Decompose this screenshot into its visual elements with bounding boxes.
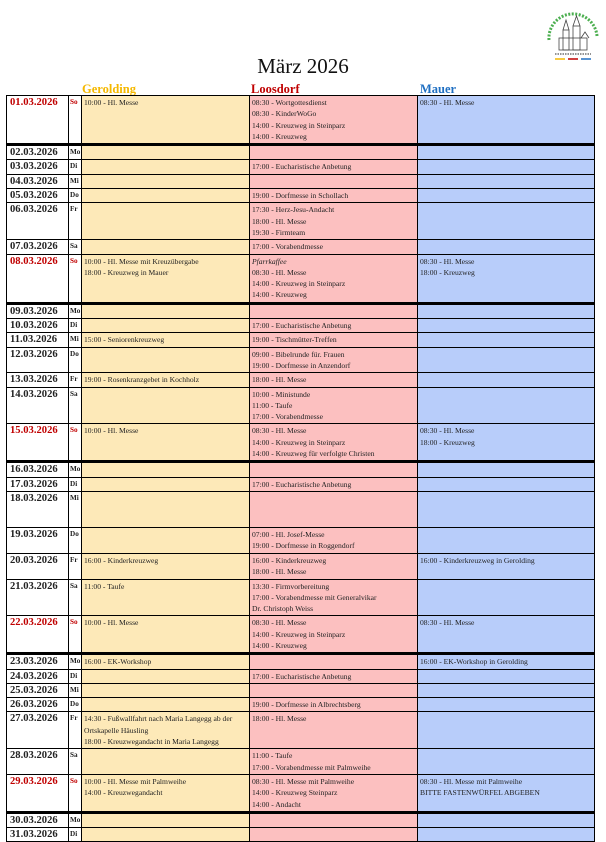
date-cell: 29.03.2026 [7, 774, 69, 812]
weekday-cell: Mo [69, 145, 82, 160]
weekday-cell: So [69, 774, 82, 812]
mauer-cell [418, 333, 595, 347]
gerolding-cell [82, 174, 250, 188]
event-entry: 14:00 - Kreuzweg Steinparz [252, 788, 338, 798]
table-row [7, 424, 595, 462]
table-row [7, 254, 595, 303]
weekday-cell: Fr [69, 373, 82, 387]
mauer-cell [418, 145, 595, 160]
date-cell: 27.03.2026 [7, 712, 69, 749]
mauer-cell [418, 254, 595, 303]
gerolding-cell [82, 387, 250, 424]
gerolding-cell [82, 160, 250, 174]
event-entry: 14:00 - Andacht [252, 799, 301, 809]
event-entry: 17:00 - Eucharistische Anbetung [252, 162, 352, 172]
gerolding-cell [82, 189, 250, 203]
event-entry: 16:00 - Kinderkreuzweg [84, 555, 159, 565]
event-entry: 19:00 - Rosenkranzgebet in Kochholz [84, 375, 200, 385]
gerolding-cell [82, 96, 250, 145]
date-cell: 17.03.2026 [7, 477, 69, 491]
loosdorf-cell [250, 616, 418, 654]
event-entry: 08:30 - Hl. Messe [252, 426, 307, 436]
mauer-cell [418, 424, 595, 462]
event-entry: 10:00 - Hl. Messe mit Kreuzübergabe [84, 256, 199, 266]
table-row [7, 373, 595, 387]
loosdorf-cell [250, 387, 418, 424]
date-cell: 22.03.2026 [7, 616, 69, 654]
event-entry: 15:00 - Seniorenkreuzweg [84, 335, 165, 345]
mauer-cell [418, 303, 595, 318]
event-entry: 19:00 - Dorfmesse in Albrechtsberg [252, 700, 361, 710]
event-entry: 14:00 - Kreuzweg [252, 290, 307, 300]
loosdorf-cell [250, 203, 418, 240]
table-row [7, 347, 595, 373]
event-entry: 13:30 - Firmvorbereitung [252, 581, 330, 591]
column-header-gerolding: Gerolding [82, 82, 136, 96]
weekday-cell: Do [69, 527, 82, 553]
date-cell: 16.03.2026 [7, 462, 69, 477]
loosdorf-cell [250, 145, 418, 160]
date-cell: 26.03.2026 [7, 698, 69, 712]
gerolding-cell [82, 424, 250, 462]
date-cell: 12.03.2026 [7, 347, 69, 373]
mauer-cell [418, 96, 595, 145]
event-entry: 19:00 - Dorfmesse in Schollach [252, 191, 349, 201]
loosdorf-cell [250, 319, 418, 333]
event-entry: 18:00 - Kreuzweg [420, 267, 475, 277]
weekday-cell: Mo [69, 303, 82, 318]
date-cell: 19.03.2026 [7, 527, 69, 553]
event-entry: 17:30 - Herz-Jesu-Andacht [252, 205, 335, 215]
gerolding-cell [82, 812, 250, 827]
table-row [7, 616, 595, 654]
event-entry: 18:00 - Hl. Messe [252, 375, 307, 385]
event-entry: 14:00 - Kreuzwegandacht [84, 788, 163, 798]
event-entry: 17:00 - Vorabendmesse [252, 412, 324, 422]
event-entry: BITTE FASTENWÜRFEL ABGEBEN [420, 788, 540, 798]
weekday-cell: Mo [69, 462, 82, 477]
mauer-cell [418, 203, 595, 240]
weekday-cell: Mo [69, 654, 82, 669]
mauer-cell [418, 477, 595, 491]
event-entry: 10:00 - Hl. Messe [84, 618, 139, 628]
event-entry: 08:30 - Hl. Messe mit Palmweihe [420, 776, 523, 786]
event-entry: 18:00 - Hl. Messe [252, 216, 307, 226]
table-row [7, 240, 595, 254]
event-entry: 18:00 - Kreuzweg [420, 437, 475, 447]
gerolding-cell [82, 145, 250, 160]
table-row [7, 669, 595, 683]
gerolding-cell [82, 373, 250, 387]
table-row [7, 174, 595, 188]
weekday-cell: So [69, 96, 82, 145]
event-entry: 08:30 - Hl. Messe [252, 267, 307, 277]
gerolding-cell [82, 254, 250, 303]
event-entry: 08:30 - Hl. Messe [252, 618, 307, 628]
event-entry: 19:00 - Tischmütter-Treffen [252, 335, 337, 345]
event-entry: 14:00 - Kreuzweg [252, 131, 307, 141]
gerolding-cell [82, 491, 250, 527]
weekday-cell: Fr [69, 712, 82, 749]
weekday-cell: Do [69, 189, 82, 203]
event-entry: 08:30 - Hl. Messe mit Palmweihe [252, 776, 355, 786]
mauer-cell [418, 189, 595, 203]
loosdorf-cell [250, 654, 418, 669]
gerolding-cell [82, 477, 250, 491]
date-cell: 11.03.2026 [7, 333, 69, 347]
mauer-cell [418, 774, 595, 812]
table-row [7, 333, 595, 347]
loosdorf-cell [250, 303, 418, 318]
table-row [7, 749, 595, 775]
date-cell: 06.03.2026 [7, 203, 69, 240]
loosdorf-cell [250, 96, 418, 145]
gerolding-cell [82, 616, 250, 654]
event-entry: 17:00 - Eucharistische Anbetung [252, 671, 352, 681]
table-row [7, 774, 595, 812]
mauer-cell [418, 654, 595, 669]
event-entry: 16:00 - EK-Workshop in Gerolding [420, 657, 528, 667]
weekday-cell: Di [69, 319, 82, 333]
loosdorf-cell [250, 669, 418, 683]
loosdorf-cell [250, 254, 418, 303]
table-row [7, 579, 595, 616]
loosdorf-cell [250, 812, 418, 827]
date-cell: 14.03.2026 [7, 387, 69, 424]
event-entry: Pfarrkaffee [252, 256, 287, 266]
event-entry: 18:00 - Kreuzweg in Mauer [84, 267, 169, 277]
event-entry: 17:00 - Vorabendmesse [252, 242, 324, 252]
event-entry: 08:30 - Hl. Messe [420, 426, 475, 436]
weekday-cell: Di [69, 160, 82, 174]
mauer-cell [418, 240, 595, 254]
table-row [7, 654, 595, 669]
event-entry: 11:00 - Taufe [252, 400, 293, 410]
table-row [7, 828, 595, 842]
table-row [7, 319, 595, 333]
event-entry: Dr. Christoph Weiss [252, 604, 314, 614]
column-header-loosdorf: Loosdorf [251, 82, 300, 96]
weekday-cell: Mi [69, 333, 82, 347]
date-cell: 04.03.2026 [7, 174, 69, 188]
weekday-cell: So [69, 616, 82, 654]
table-row [7, 812, 595, 827]
weekday-cell: So [69, 254, 82, 303]
loosdorf-cell [250, 527, 418, 553]
weekday-cell: Mi [69, 174, 82, 188]
gerolding-cell [82, 527, 250, 553]
weekday-cell: Mi [69, 491, 82, 527]
loosdorf-cell [250, 683, 418, 697]
date-cell: 03.03.2026 [7, 160, 69, 174]
mauer-cell [418, 749, 595, 775]
weekday-cell: So [69, 424, 82, 462]
table-row [7, 698, 595, 712]
weekday-cell: Fr [69, 203, 82, 240]
mauer-cell [418, 373, 595, 387]
event-entry: 14:00 - Kreuzweg für verfolgte Christen [252, 449, 375, 459]
gerolding-cell [82, 683, 250, 697]
date-cell: 09.03.2026 [7, 303, 69, 318]
mauer-cell [418, 553, 595, 579]
weekday-cell: Di [69, 828, 82, 842]
event-entry: 18:00 - Hl. Messe [252, 567, 307, 577]
date-cell: 30.03.2026 [7, 812, 69, 827]
loosdorf-cell [250, 491, 418, 527]
event-entry: 08:30 - Hl. Messe [420, 618, 475, 628]
mauer-cell [418, 491, 595, 527]
date-cell: 13.03.2026 [7, 373, 69, 387]
date-cell: 01.03.2026 [7, 96, 69, 145]
date-cell: 05.03.2026 [7, 189, 69, 203]
event-entry: 10:00 - Hl. Messe [84, 426, 139, 436]
gerolding-cell [82, 240, 250, 254]
event-entry: 17:00 - Eucharistische Anbetung [252, 321, 352, 331]
date-cell: 21.03.2026 [7, 579, 69, 616]
mauer-cell [418, 347, 595, 373]
date-cell: 07.03.2026 [7, 240, 69, 254]
event-entry: 14:00 - Kreuzweg in Steinparz [252, 120, 346, 130]
loosdorf-cell [250, 240, 418, 254]
event-entry: 10:00 - Hl. Messe [84, 98, 139, 107]
mauer-cell [418, 174, 595, 188]
gerolding-cell [82, 579, 250, 616]
event-entry: 08:30 - KinderWoGo [252, 109, 317, 119]
gerolding-cell [82, 462, 250, 477]
loosdorf-cell [250, 774, 418, 812]
weekday-cell: Sa [69, 579, 82, 616]
event-entry: 14:00 - Kreuzweg in Steinparz [252, 629, 346, 639]
event-entry: 19:00 - Dorfmesse in Anzendorf [252, 360, 351, 370]
event-entry: 16:00 - Kinderkreuzweg [252, 555, 327, 565]
event-entry: 17:00 - Vorabendmesse mit Generalvikar [252, 592, 377, 602]
loosdorf-cell [250, 174, 418, 188]
event-entry: 19:30 - Firmteam [252, 227, 306, 237]
table-row [7, 160, 595, 174]
event-entry: 17:00 - Eucharistische Anbetung [252, 479, 352, 489]
gerolding-cell [82, 319, 250, 333]
mauer-cell [418, 319, 595, 333]
table-row [7, 189, 595, 203]
event-entry: 08:30 - Wortgottesdienst [252, 98, 327, 107]
table-row [7, 145, 595, 160]
mauer-cell [418, 669, 595, 683]
table-row [7, 387, 595, 424]
event-entry: 14:00 - Kreuzweg [252, 640, 307, 650]
weekday-cell: Di [69, 477, 82, 491]
mauer-cell [418, 462, 595, 477]
gerolding-cell [82, 712, 250, 749]
loosdorf-cell [250, 749, 418, 775]
page-title: März 2026 [257, 54, 349, 78]
mauer-cell [418, 828, 595, 842]
table-row [7, 303, 595, 318]
event-entry: 18:00 - Kreuzwegandacht in Maria Langegg [84, 737, 219, 747]
table-row [7, 527, 595, 553]
loosdorf-cell [250, 828, 418, 842]
gerolding-cell [82, 654, 250, 669]
gerolding-cell [82, 669, 250, 683]
date-cell: 24.03.2026 [7, 669, 69, 683]
table-row [7, 462, 595, 477]
date-cell: 18.03.2026 [7, 491, 69, 527]
schedule-table [6, 95, 595, 842]
loosdorf-cell [250, 333, 418, 347]
mauer-cell [418, 698, 595, 712]
gerolding-cell [82, 698, 250, 712]
event-entry: 10:00 - Hl. Messe mit Palmweihe [84, 776, 187, 786]
event-entry: 14:00 - Kreuzweg in Steinparz [252, 279, 346, 289]
loosdorf-cell [250, 579, 418, 616]
mauer-cell [418, 616, 595, 654]
table-row [7, 477, 595, 491]
date-cell: 25.03.2026 [7, 683, 69, 697]
event-entry: 07:00 - Hl. Josef-Messe [252, 529, 325, 539]
loosdorf-cell [250, 373, 418, 387]
gerolding-cell [82, 749, 250, 775]
event-entry: 18:00 - Hl. Messe [252, 714, 307, 724]
table-row [7, 553, 595, 579]
loosdorf-cell [250, 712, 418, 749]
mauer-cell [418, 579, 595, 616]
event-entry: 10:00 - Ministunde [252, 389, 311, 399]
date-cell: 08.03.2026 [7, 254, 69, 303]
gerolding-cell [82, 303, 250, 318]
date-cell: 23.03.2026 [7, 654, 69, 669]
weekday-cell: Do [69, 347, 82, 373]
weekday-cell: Sa [69, 749, 82, 775]
event-entry: 09:00 - Bibelrunde für. Frauen [252, 349, 345, 359]
event-entry: 16:00 - Kinderkreuzweg in Gerolding [420, 555, 535, 565]
table-row [7, 96, 595, 145]
gerolding-cell [82, 774, 250, 812]
gerolding-cell [82, 203, 250, 240]
event-entry: 14:30 - Fußwallfahrt nach Maria Langegg ab der Ortskapelle Häusling [84, 714, 233, 735]
gerolding-cell [82, 553, 250, 579]
loosdorf-cell [250, 160, 418, 174]
event-entry: 16:00 - EK-Workshop [84, 657, 152, 667]
mauer-cell [418, 812, 595, 827]
gerolding-cell [82, 333, 250, 347]
date-cell: 10.03.2026 [7, 319, 69, 333]
loosdorf-cell [250, 424, 418, 462]
date-cell: 31.03.2026 [7, 828, 69, 842]
event-entry: 17:00 - Vorabendmesse mit Palmweihe [252, 762, 371, 772]
gerolding-cell [82, 828, 250, 842]
table-row [7, 683, 595, 697]
weekday-cell: Di [69, 669, 82, 683]
mauer-cell [418, 160, 595, 174]
event-entry: 08:30 - Hl. Messe [420, 256, 475, 266]
weekday-cell: Sa [69, 240, 82, 254]
table-row [7, 491, 595, 527]
event-entry: 19:00 - Dorfmesse in Roggendorf [252, 541, 355, 551]
event-entry: 11:00 - Taufe [84, 581, 125, 591]
loosdorf-cell [250, 189, 418, 203]
loosdorf-cell [250, 698, 418, 712]
gerolding-cell [82, 347, 250, 373]
weekday-cell: Do [69, 698, 82, 712]
loosdorf-cell [250, 553, 418, 579]
weekday-cell: Fr [69, 553, 82, 579]
mauer-cell [418, 683, 595, 697]
table-row [7, 712, 595, 749]
date-cell: 20.03.2026 [7, 553, 69, 579]
column-header-mauer: Mauer [420, 82, 457, 96]
mauer-cell [418, 387, 595, 424]
event-entry: 08:30 - Hl. Messe [420, 98, 475, 107]
event-entry: 14:00 - Kreuzweg in Steinparz [252, 437, 346, 447]
table-row [7, 203, 595, 240]
loosdorf-cell [250, 347, 418, 373]
date-cell: 15.03.2026 [7, 424, 69, 462]
mauer-cell [418, 712, 595, 749]
weekday-cell: Mo [69, 812, 82, 827]
loosdorf-cell [250, 462, 418, 477]
date-cell: 28.03.2026 [7, 749, 69, 775]
mauer-cell [418, 527, 595, 553]
date-cell: 02.03.2026 [7, 145, 69, 160]
event-entry: 11:00 - Taufe [252, 751, 293, 761]
weekday-cell: Sa [69, 387, 82, 424]
weekday-cell: Mi [69, 683, 82, 697]
loosdorf-cell [250, 477, 418, 491]
